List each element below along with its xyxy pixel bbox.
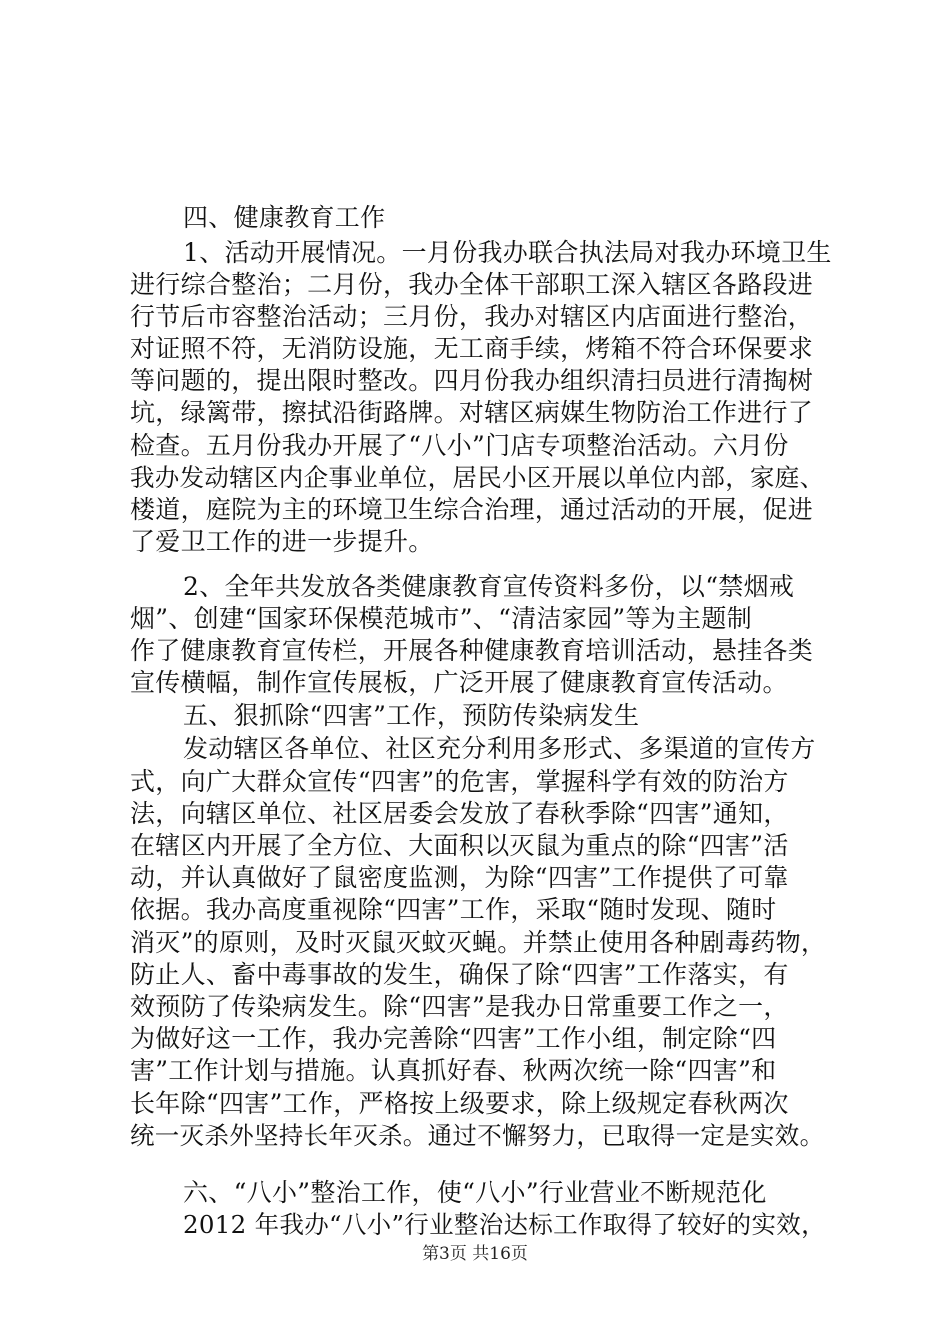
paragraph-line: 等问题的，提出限时整改。四月份我办组织清扫员进行清掏树 (130, 366, 814, 395)
paragraph-line: 效预防了传染病发生。除“四害”是我办日常重要工作之一， (130, 992, 789, 1021)
paragraph-line: 统一灭杀外坚持长年灭杀。通过不懈努力，已取得一定是实效。 (130, 1121, 825, 1150)
paragraph-line: 依据。我办高度重视除“四害”工作，采取“随时发现、随时 (130, 895, 777, 924)
paragraph-line: 宣传横幅，制作宣传展板，广泛开展了健康教育宣传活动。 (130, 668, 788, 697)
paragraph-line: 式，向广大群众宣传“四害”的危害，掌握科学有效的防治方 (130, 767, 789, 796)
paragraph-line: 对证照不符，无消防设施，无工商手续，烤箱不符合环保要求 (130, 334, 814, 363)
paragraph-line: 行节后市容整治活动；三月份，我办对辖区内店面进行整治， (130, 302, 814, 331)
page-footer: 第3页 共16页 (422, 1244, 528, 1264)
paragraph-line: 法，向辖区单位、社区居委会发放了春秋季除“四害”通知， (130, 799, 789, 828)
paragraph-line: 1、活动开展情况。一月份我办联合执法局对我办环境卫生 (183, 238, 832, 267)
paragraph-line: 为做好这一工作，我办完善除“四害”工作小组，制定除“四 (130, 1024, 777, 1053)
paragraph-line: 楼道，庭院为主的环境卫生综合治理，通过活动的开展，促进 (130, 495, 814, 524)
paragraph-line: 了爱卫工作的进一步提升。 (130, 527, 434, 556)
paragraph-line: 防止人、畜中毒事故的发生，确保了除“四害”工作落实，有 (130, 960, 789, 989)
paragraph-line: 检查。五月份我办开展了“八小”门店专项整治活动。六月份 (130, 431, 789, 460)
paragraph-line: 坑，绿篱带，擦拭沿街路牌。对辖区病媒生物防治工作进行了 (130, 398, 814, 427)
paragraph-line: 2、全年共发放各类健康教育宣传资料多份，以“禁烟戒 (183, 572, 795, 601)
paragraph-line: 动，并认真做好了鼠密度监测，为除“四害”工作提供了可靠 (130, 863, 789, 892)
section-heading-eight-small: 六、“八小”整治工作，使“八小”行业营业不断规范化 (183, 1178, 767, 1207)
section-heading-four-pests: 五、狠抓除“四害”工作，预防传染病发生 (183, 701, 640, 730)
paragraph-line: 作了健康教育宣传栏，开展各种健康教育培训活动，悬挂各类 (130, 636, 814, 665)
paragraph-line: 发动辖区各单位、社区充分利用多形式、多渠道的宣传方 (183, 734, 816, 763)
paragraph-line: 烟”、创建“国家环保模范城市”、“清洁家园”等为主题制 (130, 604, 753, 633)
paragraph-line: 在辖区内开展了全方位、大面积以灭鼠为重点的除“四害”活 (130, 831, 789, 860)
paragraph-line: 长年除“四害”工作，严格按上级要求，除上级规定春秋两次 (130, 1089, 789, 1118)
paragraph-line: 我办发动辖区内企事业单位，居民小区开展以单位内部，家庭、 (130, 463, 825, 492)
paragraph-line: 进行综合整治；二月份，我办全体干部职工深入辖区各路段进 (130, 270, 814, 299)
paragraph-line: 消灭”的原则，及时灭鼠灭蚊灭蝇。并禁止使用各种剧毒药物， (130, 928, 827, 957)
paragraph-line: 害”工作计划与措施。认真抓好春、秋两次统一除“四害”和 (130, 1056, 777, 1085)
section-heading-health-education: 四、健康教育工作 (183, 203, 386, 232)
paragraph-line: 2012 年我办“八小”行业整治达标工作取得了较好的实效， (183, 1210, 826, 1239)
